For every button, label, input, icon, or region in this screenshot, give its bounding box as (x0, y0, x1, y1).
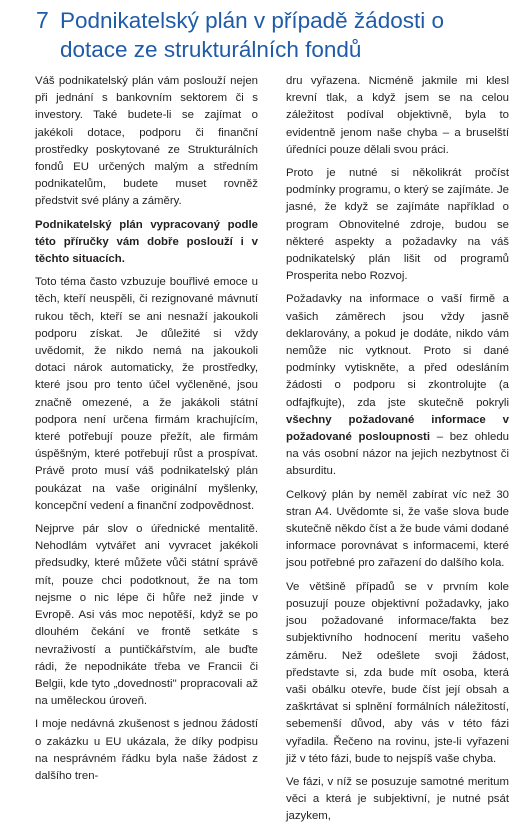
paragraph: Ve fázi, v níž se posuzuje samotné meritum věci a která je subjektivní, je nutné psát jazykem, (286, 775, 509, 823)
chapter-number: 7 (36, 7, 49, 33)
paragraph-text: – bez ohledu na vás osobní názor na jejich nezbytnost či absurditu. (286, 431, 509, 478)
paragraph: Proto je nutné si několikrát pročíst podmínky programu, o který se zajímáte. Je jasné, že když se zajímáte například o program Obnovitelné zdroje, budou se některé aspekty a požadavky na váš podnikatelský plán lišit od programů Prosperita nebo Rozvoj. (286, 167, 509, 283)
paragraph-text: Požadavky na informace o vaší firmě a vašich záměrech jsou vždy jasně deklarovány, a pokud je dodáte, nikdo vám nemůže nic vytknout. Proto si dané podmínky vytiskněte, a před odesláním žádosti o podporu si zkontrolujte (a odfajfkujte), zda jste skutečně pokryli (286, 293, 509, 409)
left-column (35, 73, 258, 785)
lead-paragraph: Podnikatelský plán vypracovaný podle této příručky vám dobře poslouží i v těchto situacích. (35, 218, 258, 266)
paragraph: Toto téma často vzbuzuje bouřlivé emoce u těch, kteří neuspěli, či rezignované mávnutí rukou těch, kteří se ani nesnaží jakoukoli podporu získat. Je důležité si vždy uvědomit, že nikdo nemá na jakoukoli dotaci nárok automaticky, že prostředky, které jsou pro tento účel vyčleněné, jsou značně omezené, a že jakákoli státní podpora není určena firmám krachujícím, které potřebují pouze přežít, ale firmám úspěšným, které potřebují růst a prospívat. Právě proto musí váš podnikatelský plán poukázat na vaše originální myšlenky, koncepční vedení a finanční zodpovědnost. (35, 276, 258, 512)
paragraph: Váš podnikatelský plán vám poslouží nejen při jednání s bankovním sektorem či s investory. Také budete-li se zajímat o jakékoli dotace, podporu či finanční prostředky poskytované ze Strukturálních fondů EU určených malým a středním podnikatelům, budete muset rovněž předstvit své plány a záměry. (35, 75, 258, 208)
paragraph: Celkový plán by neměl zabírat víc než 30 stran A4. Uvědomte si, že vaše slova bude skutečně někdo číst a že bude vámi dodané informace porovnávat s informacemi, které jsou potřebné pro zařazení do dalšího kola. (286, 488, 509, 570)
emphasis-text: všechny požadované informace v požadované posloupnosti (286, 413, 509, 444)
paragraph: dru vyřazena. Nicméně jakmile mi klesl krevní tlak, a když jsem se na celou záležitost podíval objektivně, byla to evidentně jenom naše chyba – a bruselští úředníci pouze dělali svou práci. (286, 75, 509, 156)
paragraph (286, 291, 509, 480)
paragraph: I moje nedávná zkušenost s jednou žádostí o zakázku u EU ukázala, že díky podpisu na nesprávném řádku byla naše žádost z dalšího tren- (35, 718, 258, 782)
chapter-title: Podnikatelský plán v případě žádosti o dotace ze strukturálních fondů (60, 8, 444, 62)
paragraph: Nejprve pár slov o úřednické mentalitě. Nehodlám vytvářet ani vyvracet jakékoli předsudky, které můžete vůči státní správě mít, pouze chci podotknout, že na tom nejsme o nic lépe či hůře než jinde v Evropě. Asi vás moc nepotěší, když se po dlouhém čekání ve frontě setkáte s nevraživostí a puntičkářstvím, ale buďte rádi, že nepodnikáte třeba ve Francii či Belgii, kde tyto „dovednosti" propracovali až na uměleckou úroveň. (35, 523, 258, 708)
right-column (286, 73, 509, 826)
paragraph: Ve většině případů se v prvním kole posuzují pouze objektivní požadavky, jako jsou požadované informace/fakta bez subjektivního hodnocení meritu vašeho záměru. Než odešlete svoji žádost, představte si, zda bude mít osoba, která vaši obálku otevře, bude číst její obsah a zaškrtávat si splnění formálních náležitostí, sebemenší důvod, aby vás v této fázi vyřadila. Řečeno na rovinu, jste-li vyřazeni již v této fázi, bude to nejspíš vaše chyba. (286, 580, 509, 765)
